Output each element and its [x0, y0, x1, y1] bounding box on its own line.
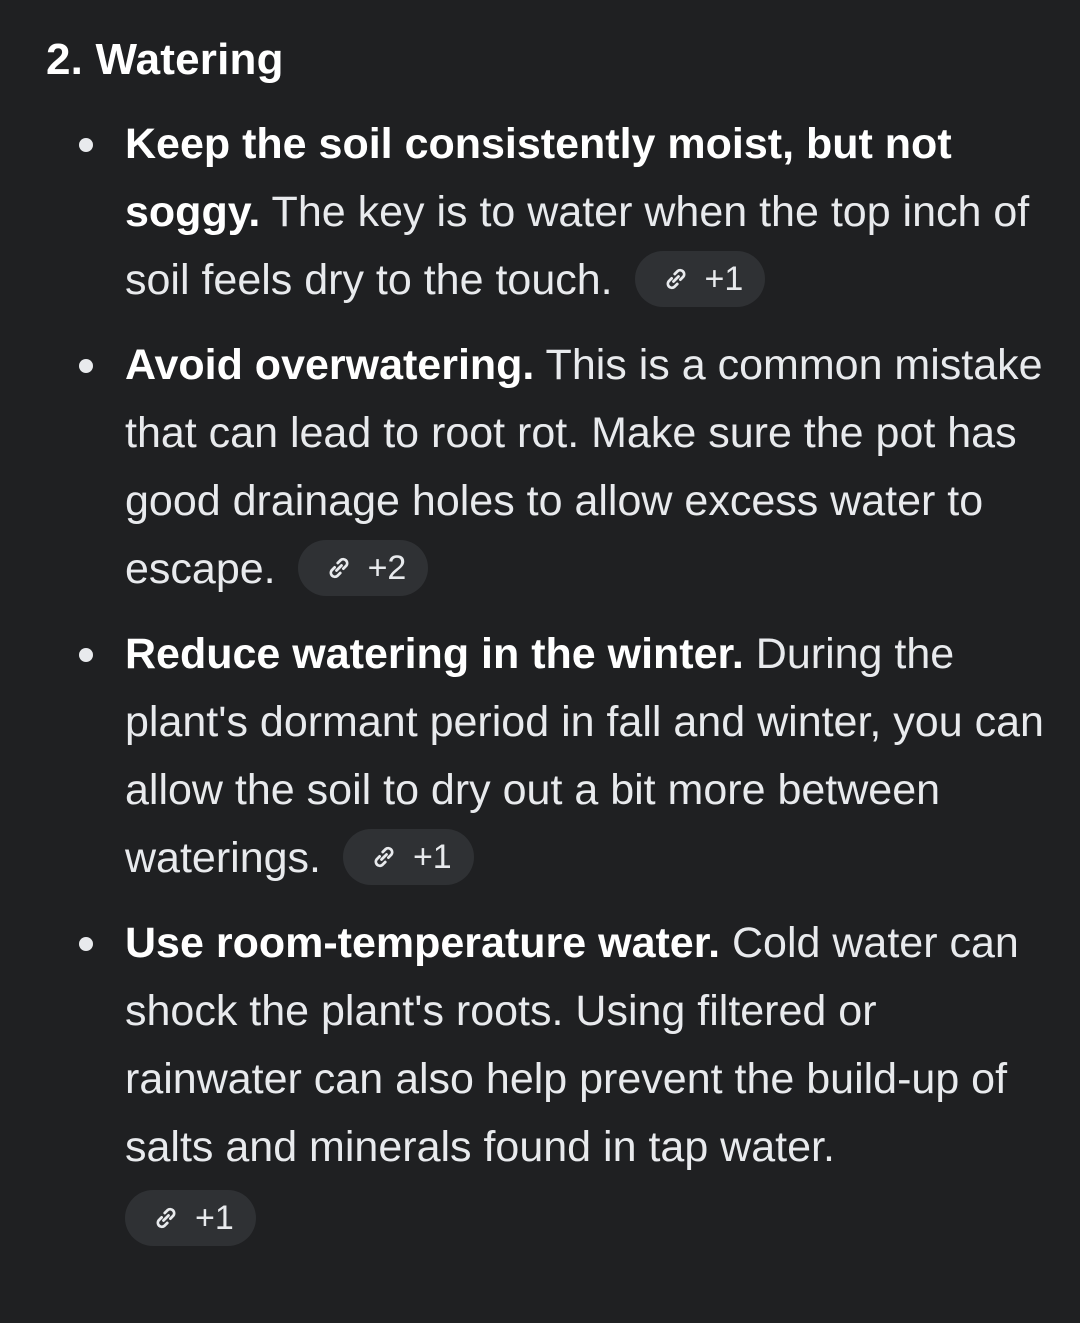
source-chip[interactable]: [125, 1190, 256, 1246]
tip-lead: Reduce watering in the winter.: [125, 630, 744, 678]
bullet-dot: [79, 648, 93, 662]
source-chip[interactable]: [298, 540, 429, 596]
link-icon: [151, 1203, 181, 1233]
source-chip[interactable]: [635, 251, 766, 307]
link-icon: [369, 842, 399, 872]
source-count: +1: [412, 837, 452, 876]
tip-text: The key is to water when the top inch of soil feels dry to the touch.: [125, 188, 1030, 304]
source-count: +2: [367, 548, 407, 587]
tip-lead: Keep the soil consistently moist, but not soggy.: [125, 120, 952, 236]
list-item: [125, 331, 1045, 603]
link-icon: [661, 264, 691, 294]
tip-lead: Avoid overwatering.: [125, 341, 535, 389]
list-item: [125, 909, 1045, 1250]
bullet-dot: [79, 937, 93, 951]
source-count: +1: [195, 1198, 234, 1237]
section-heading: 2. Watering: [46, 35, 284, 84]
list-item: [125, 620, 1045, 892]
tip-text: Cold water can shock the plant's roots. Using filtered or rainwater can also help prevent the build-up of salts and minerals found in tap water.: [125, 919, 1019, 1171]
source-count: +1: [704, 259, 744, 298]
tip-text: This is a common mistake that can lead to root rot. Make sure the pot has good drainage holes to allow excess water to escape.: [125, 341, 1043, 593]
bullet-dot: [79, 138, 93, 152]
bullet-dot: [79, 359, 93, 373]
tip-lead: Use room-temperature water.: [125, 919, 721, 967]
link-icon: [324, 553, 354, 583]
source-chip[interactable]: [343, 829, 474, 885]
list-item: [125, 110, 1045, 314]
tip-text: During the plant's dormant period in fall and winter, you can allow the soil to dry out a bit more between waterings.: [125, 630, 1044, 882]
